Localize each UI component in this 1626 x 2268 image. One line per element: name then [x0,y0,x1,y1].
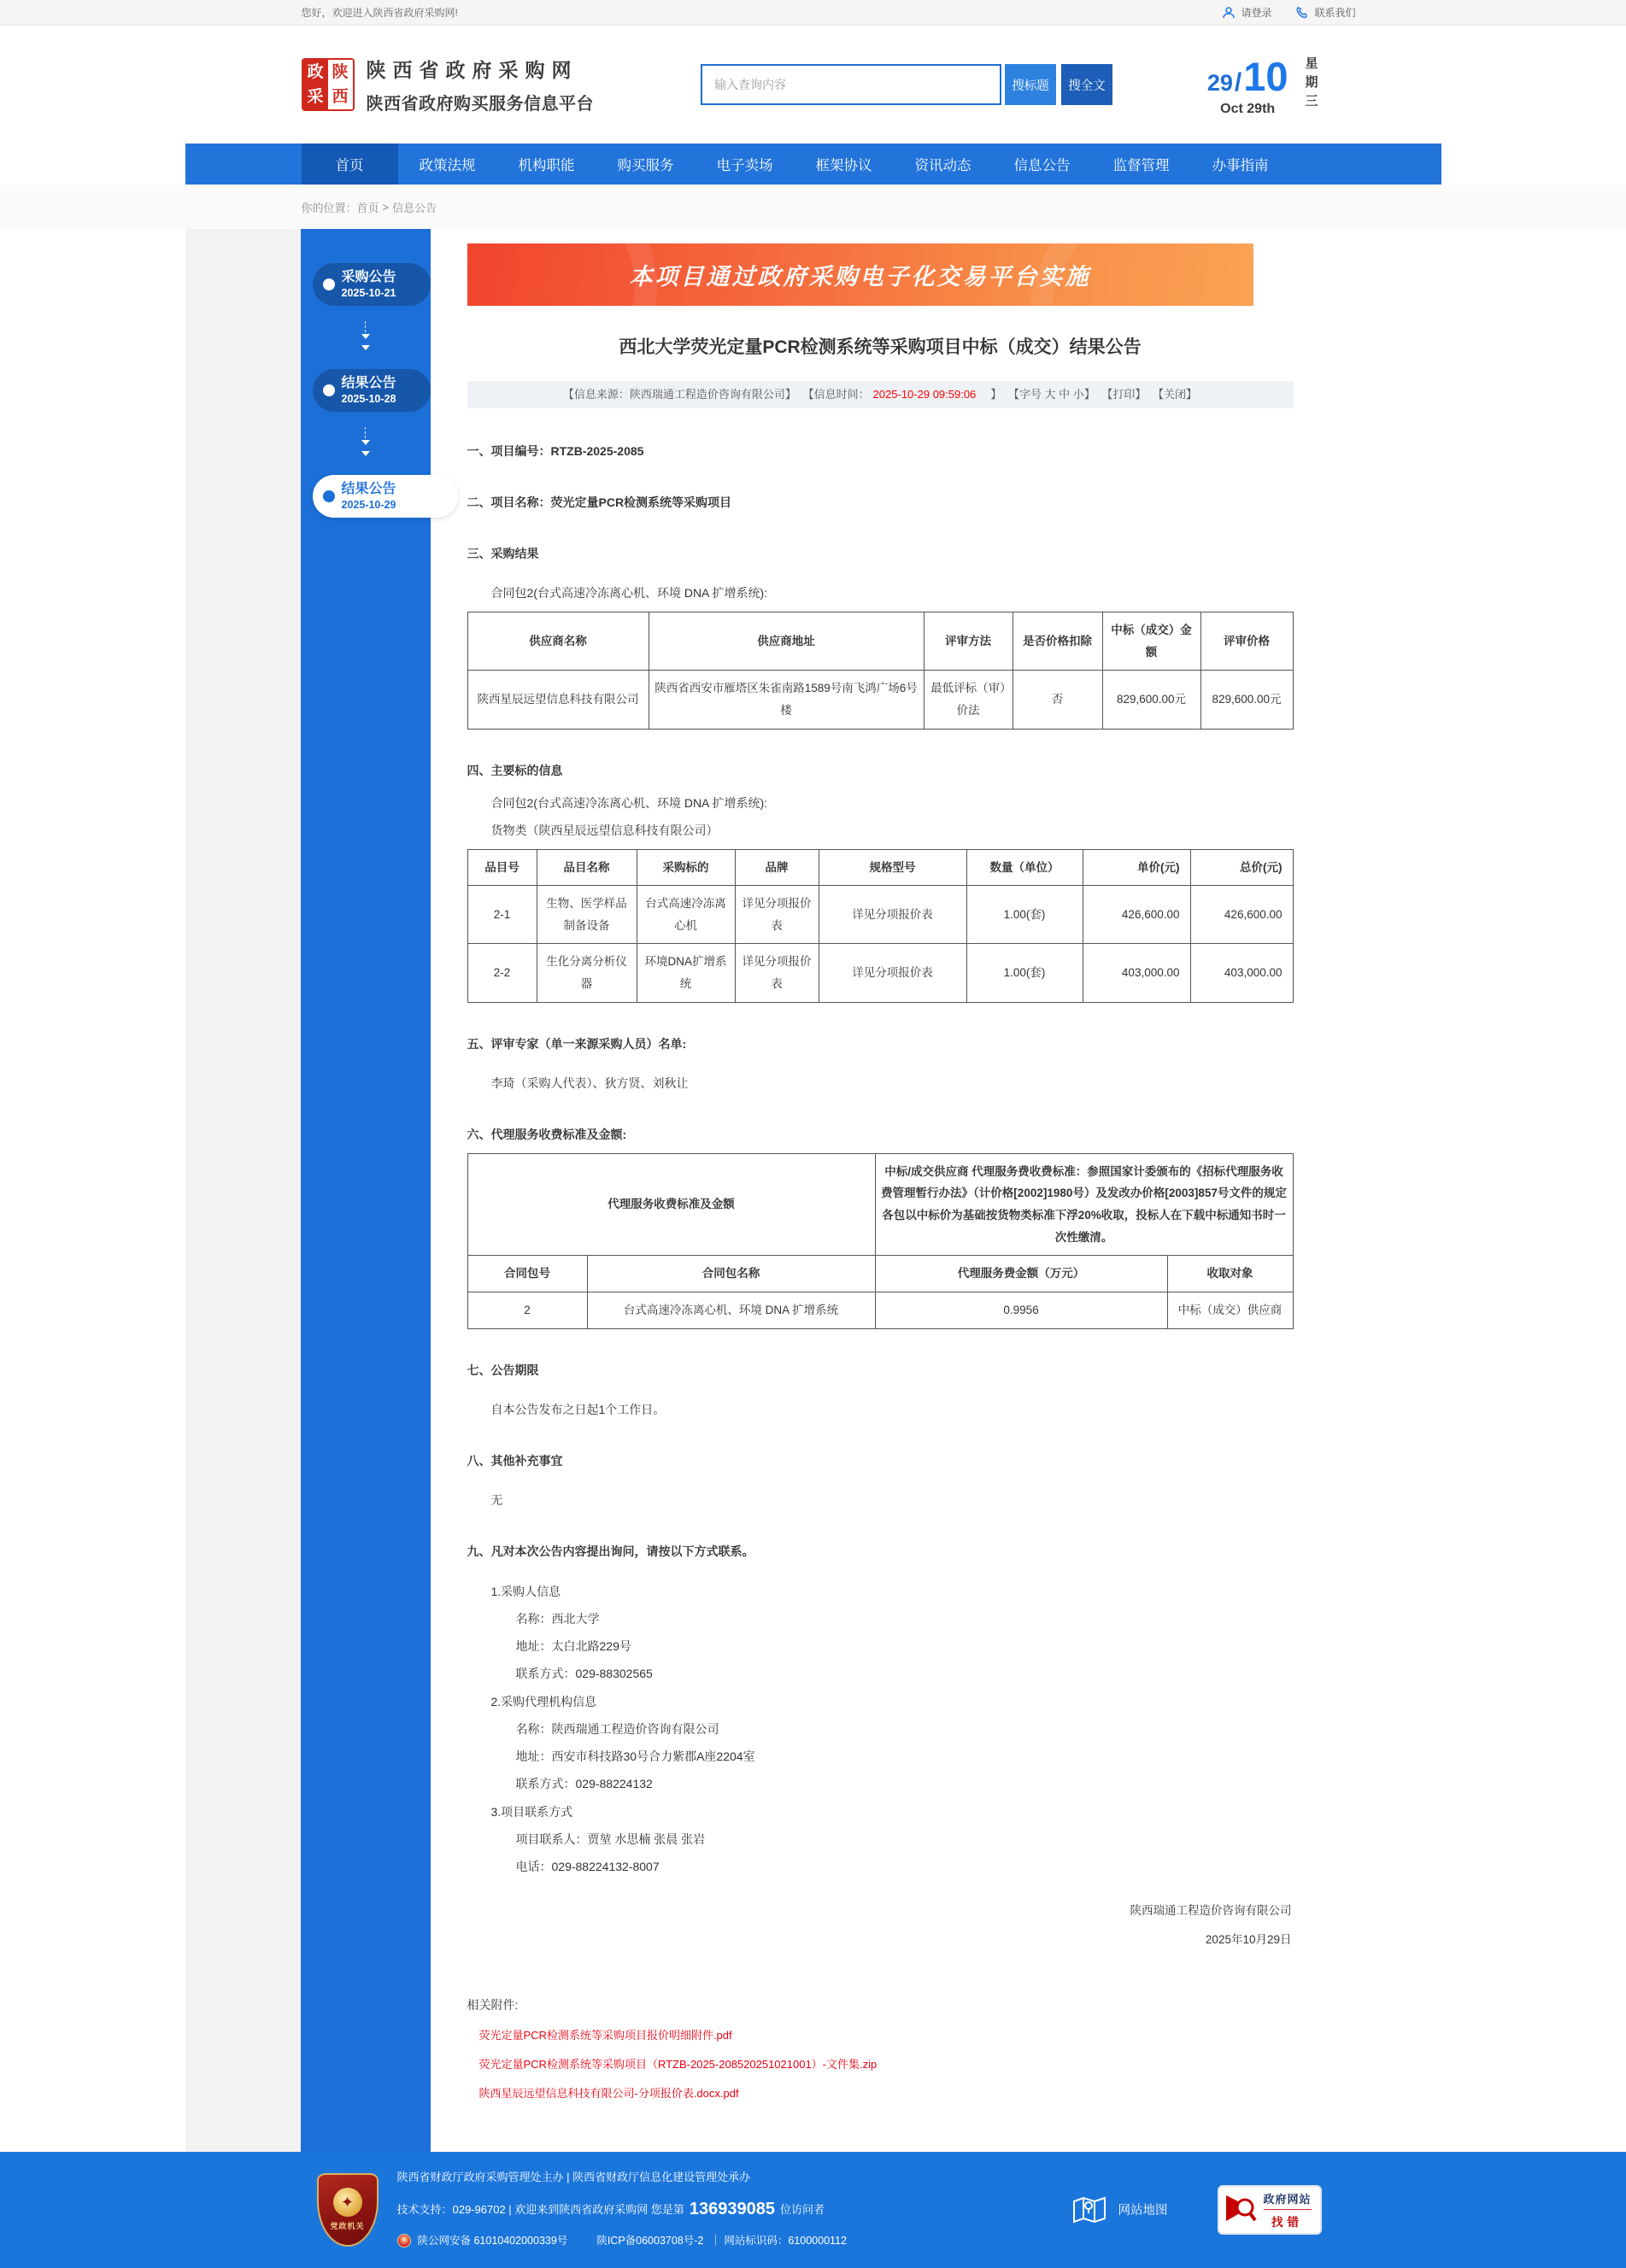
date-english: Oct 29th [1220,101,1276,116]
section-2-heading: 二、项目名称：荧光定量PCR检测系统等采购项目 [467,495,732,509]
section-5-heading: 五、评审专家（单一来源采购人员）名单: [467,1036,687,1051]
site-logo[interactable] [302,55,595,114]
footer-organizer-line: 陕西省财政厅政府采购管理处主办 | 陕西省财政厅信息化建设管理处承办 [396,2171,751,2184]
timeline-dot [323,490,335,502]
search-fulltext-button[interactable]: 搜全文 [1061,64,1112,105]
agency-address: 地址：西安市科技路30号合力紫郡A座2204室 [515,1749,755,1763]
login-link[interactable]: 请登录 [1222,5,1271,20]
search-input[interactable] [701,64,1001,105]
section-8-heading: 八、其他补充事宜 [467,1453,563,1468]
beian-icp-link[interactable]: 陕ICP备06003708号-2 [596,2234,704,2247]
breadcrumb-current[interactable]: 信息公告 [392,201,437,214]
table-row: 代理服务收费标准及金额 中标/成交供应商 代理服务费收费标准：参照国家计委颁布的《招标代理服务收费管理暂行办法》（计价格[2002]1980号）及发改办价格[2003]857号文件的规定各包以中标价为基础按货物类标准下浮20%收取，投标人在下载中标通知书时一次性缴清。 [467,1153,1293,1256]
breadcrumb: 你的位置： 首页 > 信息公告 [301,200,437,214]
attachment-link[interactable]: 陕西星辰远望信息科技有限公司-分项报价表.docx.pdf [478,2086,739,2100]
bid-items-table [467,849,1294,1003]
signature-block [467,1901,1294,1947]
timeline-dot [323,384,335,396]
signature-company: 陕西瑞通工程造价咨询有限公司 [1130,1903,1292,1917]
section-1-heading: 一、项目编号：RTZB-2025-2085 [467,444,644,458]
nav-item-e-market[interactable]: 电子卖场 [716,158,773,173]
welcome-text: 您好，欢迎进入陕西省政府采购网! [301,7,458,19]
date-weekday: 星期三 [1303,56,1318,113]
user-icon [1222,6,1236,20]
timeline-item-result-notice-2[interactable]: 结果公告 2025-10-29 [313,475,458,518]
nav-item-purchase-services[interactable]: 购买服务 [617,158,674,173]
timeline-arrow-icon [301,306,431,369]
date-widget: 29 / 10 Oct 29th 星期三 [1206,53,1318,116]
purchaser-address: 地址：太白北路229号 [515,1638,631,1653]
footer-beian-line [397,2234,847,2247]
signature-date: 2025年10月29日 [1205,1932,1292,1946]
timeline-item-result-notice-1[interactable]: 结果公告 2025-10-28 [313,369,431,412]
table-header-row: 品目号 品目名称 采购标的 品牌 规格型号 数量（单位） 单价(元) 总价(元) [467,849,1293,886]
agency-info-title: 2.采购代理机构信息 [490,1694,597,1708]
visitor-count: 136939085 [689,2200,775,2219]
table-row: 2 台式高速冷冻离心机、环境 DNA 扩增系统 0.9956 中标（成交）供应商 [467,1292,1293,1328]
nav-item-supervision[interactable]: 监督管理 [1112,158,1170,173]
map-icon [1072,2195,1107,2225]
timeline-dot [323,278,335,290]
table-row: 2-2 生化分离分析仪器 环境DNA扩增系统 详见分项报价表 详见分项报价表 1.00(套) 403,000.00 403,000.00 [467,944,1293,1002]
police-badge-icon [397,2234,411,2247]
nav-item-framework[interactable]: 框架协议 [815,158,872,173]
contract-package-line: 合同包2(台式高速冷冻离心机、环境 DNA 扩增系统): [490,586,768,600]
article [431,229,1441,2152]
experts-list-line: 李琦（采购人代表）、狄方贤、刘秋让 [490,1075,689,1090]
site-header [0,26,1626,144]
nav-item-guide[interactable]: 办事指南 [1212,158,1269,173]
topbar [0,0,1626,26]
gov-website-error-report-badge[interactable]: 政府网站 找错 [1218,2185,1322,2235]
platform-banner: 本项目通过政府采购电子化交易平台实施 [467,243,1253,306]
fee-standard-text: 中标/成交供应商 代理服务费收费标准：参照国家计委颁布的《招标代理服务收费管理暂行办法》（计价格[2002]1980号）及发改办价格[2003]857号文件的规定各包以中标价为基础按货物类标准下浮20%收取，投标人在下载中标通知书时一次性缴清。 [875,1153,1293,1256]
nav-item-functions[interactable]: 机构职能 [518,158,575,173]
phone-icon [1295,6,1309,20]
main-nav [185,144,1441,185]
table-header-row: 供应商名称 供应商地址 评审方法 是否价格扣除 中标（成交）金额 评审价格 [467,612,1293,671]
nav-item-policies[interactable]: 政策法规 [419,158,476,173]
nav-item-home[interactable]: 首页 [302,144,398,185]
purchaser-phone: 联系方式：029-88302565 [515,1666,653,1680]
print-button[interactable]: 【打印】 [1101,388,1147,401]
table-row: 2-1 生物、医学样品制备设备 台式高速冷冻离心机 详见分项报价表 详见分项报价表 1.00(套) 426,600.00 426,600.00 [467,886,1293,944]
project-contact-title: 3.项目联系方式 [490,1804,573,1819]
close-button[interactable]: 【关闭】 [1153,388,1198,401]
table-header-row: 合同包号 合同包名称 代理服务费金额（万元） 收取对象 [467,1256,1293,1292]
attachment-link[interactable]: 荧光定量PCR检测系统等采购项目报价明细附件.pdf [478,2028,732,2042]
contract-package-line: 合同包2(台式高速冷冻离心机、环境 DNA 扩增系统): [490,795,768,810]
notice-period-line: 自本公告发布之日起1个工作日。 [490,1402,666,1416]
nav-item-announcements[interactable]: 信息公告 [1013,158,1071,173]
article-meta-bar: 【信息来源：陕西瑞通工程造价咨询有限公司】 【信息时间： 2025-10-29 09:59:06 】 【字号 大 中 小】 【打印】 【关闭】 [467,381,1294,408]
section-3-heading: 三、采购结果 [467,547,539,560]
section-6-heading: 六、代理服务收费标准及金额: [467,1127,627,1141]
agency-phone: 联系方式：029-88224132 [515,1776,653,1790]
announcement-timeline [301,229,431,2152]
site-footer [0,2152,1626,2268]
project-contact-phone: 电话：029-88224132-8007 [515,1859,660,1873]
search-title-button[interactable]: 搜标题 [1005,64,1056,105]
timeline-arrow-icon [301,412,431,475]
beian-gongan-link[interactable]: 陕公网安备 61010402000339号 [417,2234,568,2247]
section-7-heading: 七、公告期限 [467,1363,539,1377]
footer-support-line: 技术支持：029-96702 | 欢迎来到陕西省政府采购网 您是第 136939085 位访问者 [396,2200,825,2219]
font-size-controls[interactable]: 【字号 大 中 小】 [1007,388,1095,401]
nav-item-news[interactable]: 资讯动态 [914,158,971,173]
breadcrumb-home[interactable]: 首页 [356,201,379,214]
purchaser-info-title: 1.采购人信息 [490,1584,561,1598]
left-gutter [185,229,301,2152]
site-code: ｜ 网站标识码：6100000112 [710,2234,847,2247]
attachment-link[interactable]: 荧光定量PCR检测系统等采购项目（RTZB-2025-208520251021001）-文件集.zip [478,2057,878,2071]
date-month: 10 [1243,53,1288,99]
purchaser-name: 名称：西北大学 [515,1611,600,1626]
party-government-shield-icon: ✦ 党政机关 [317,2173,379,2247]
error-report-flag-icon [1224,2192,1257,2228]
contact-link[interactable]: 联系我们 [1295,5,1355,20]
other-matters-line: 无 [490,1492,503,1507]
table-row: 陕西星辰远望信息科技有限公司 陕西省西安市雁塔区朱雀南路1589号南飞鸿广场6号楼 最低评标（审）价法 否 829,600.00元 829,600.00元 [467,671,1293,729]
section-9-heading: 九、凡对本次公告内容提出询问，请按以下方式联系。 [467,1544,754,1558]
agency-fee-table [467,1153,1294,1329]
attachments-label: 相关附件: [467,1997,519,2012]
project-contact-persons: 项目联系人：贾堃 水思楠 张晨 张岩 [515,1831,706,1846]
logo-seal-icon: 政 采 陕 西 [302,58,355,111]
agency-name: 名称：陕西瑞通工程造价咨询有限公司 [515,1721,719,1736]
info-time: 2025-10-29 09:59:06 [872,388,977,401]
date-day: 29 [1206,69,1233,96]
section-4-heading: 四、主要标的信息 [467,763,563,777]
search-box [701,64,1112,105]
site-name: 陕西省政府采购网 [366,59,578,81]
timeline-item-procurement-notice[interactable]: 采购公告 2025-10-21 [313,263,431,306]
goods-category-line: 货物类（陕西星辰远望信息科技有限公司） [490,823,719,837]
sitemap-link[interactable]: 网站地图 [1072,2195,1168,2225]
info-source: 【信息来源：陕西瑞通工程造价咨询有限公司】 [562,388,796,401]
procurement-result-table [467,612,1294,730]
page-title: 西北大学荧光定量PCR检测系统等采购项目中标（成交）结果公告 [619,337,1142,357]
site-subtitle: 陕西省政府购买服务信息平台 [366,95,594,114]
